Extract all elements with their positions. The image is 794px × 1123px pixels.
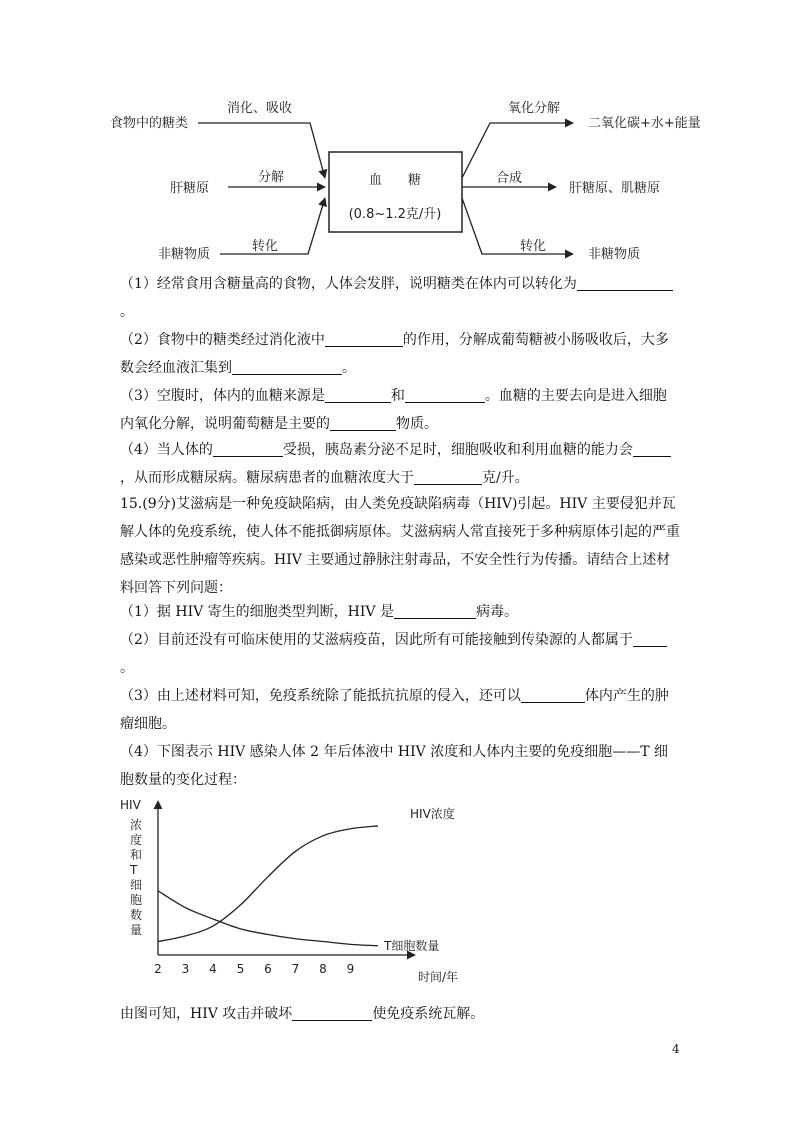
y-axis-label-char: 胞 xyxy=(130,893,143,907)
q14-blank-6[interactable] xyxy=(330,414,396,431)
y-axis-label-char: 度 xyxy=(130,833,143,847)
output-target-energy: 二氧化碳+水+能量 xyxy=(588,116,701,131)
input-process-convert: 转化 xyxy=(252,239,279,254)
q14-blank-4[interactable] xyxy=(325,386,391,403)
output-process-oxidize: 氧化分解 xyxy=(508,101,561,116)
x-tick-label: 9 xyxy=(346,962,355,976)
x-tick-label: 6 xyxy=(264,962,272,976)
center-range: (0.8~1.2克/升) xyxy=(348,207,442,222)
q14-blank-2[interactable] xyxy=(325,330,403,347)
output-target-nonsugar: 非糖物质 xyxy=(588,247,641,262)
q15-part2: （2）目前还没有可临床使用的艾滋病疫苗，因此所有可能接触到传染源的人都属于 。 xyxy=(120,626,680,682)
page-number: 4 xyxy=(672,1042,680,1056)
center-title: 血 糖 xyxy=(368,173,422,188)
y-axis-label-char: 数 xyxy=(130,908,143,922)
q14-blank-5[interactable] xyxy=(405,386,485,403)
q15-part5: 由图可知，HIV 攻击并破坏 使免疫系统瓦解。 xyxy=(120,1006,485,1022)
input-source-non-sugar: 非糖物质 xyxy=(158,247,211,262)
y-axis-label-char: 浓 xyxy=(130,818,143,832)
output-process-synthesize: 合成 xyxy=(496,171,523,186)
output-target-glycogen: 肝糖原、肌糖原 xyxy=(569,181,661,196)
q14-blank-9[interactable] xyxy=(414,468,482,485)
x-tick-label: 4 xyxy=(209,962,217,976)
y-axis-label-chars xyxy=(129,818,142,937)
q14-blank-1[interactable] xyxy=(577,274,673,291)
q15-part3: （3）由上述材料可知，免疫系统除了能抵抗抗原的侵入，还可以 体内产生的肿 瘤细胞。 xyxy=(120,688,669,732)
x-axis-ticks xyxy=(154,962,354,976)
q15-part4: （4）下图表示 HIV 感染人体 2 年后体液中 HIV 浓度和人体内主要的免疫细胞——T 细胞数量的变化过程： xyxy=(120,744,669,788)
hiv-chart-svg xyxy=(110,795,510,995)
y-axis-label-char: 和 xyxy=(130,848,143,862)
q15-blank-2[interactable] xyxy=(633,630,667,647)
y-axis-label-top: HIV xyxy=(120,798,141,812)
hiv-concentration-line xyxy=(158,826,378,942)
x-tick-label: 8 xyxy=(319,962,327,976)
q14-part1: （1）经常食用含糖量高的食物，人体会发胖，说明糖类在体内可以转化为 。 xyxy=(120,270,680,326)
q15-part1: （1）据 HIV 寄生的细胞类型判断，HIV 是 病毒。 xyxy=(120,604,518,620)
blood-sugar-diagram xyxy=(110,90,730,270)
q14-part3: （3）空腹时，体内的血糖来源是 和 。血糖的主要去向是进入细胞 内氧化分解，说明葡萄糖是主要的 物质。 xyxy=(120,388,667,432)
arrow-blood-to-nonsugar xyxy=(462,198,573,254)
q14-blank-3[interactable] xyxy=(232,358,342,375)
x-tick-label: 3 xyxy=(181,962,190,976)
input-process-digest: 消化、吸收 xyxy=(227,101,293,116)
q14-blank-7[interactable] xyxy=(213,440,283,457)
y-axis-label-char: 细 xyxy=(130,878,143,892)
q15-blank-3[interactable] xyxy=(521,686,585,703)
q15-blank-4[interactable] xyxy=(292,1004,372,1021)
input-process-decompose: 分解 xyxy=(258,170,285,185)
q14-blank-8[interactable] xyxy=(633,440,671,457)
t-cell-count-label: T细胞数量 xyxy=(384,938,440,953)
input-source-food-sugar: 食物中的糖类 xyxy=(110,116,189,131)
x-tick-label: 5 xyxy=(236,962,245,976)
blood-sugar-flowchart xyxy=(110,90,730,270)
x-tick-label: 7 xyxy=(291,962,300,976)
output-process-convert: 转化 xyxy=(520,239,547,254)
y-axis-label-char: T xyxy=(130,863,138,877)
input-source-liver-glycogen: 肝糖原 xyxy=(170,181,210,196)
chart-series xyxy=(158,806,455,953)
t-cell-count-line xyxy=(158,891,378,946)
q15-intro: 15.(9分)艾滋病是一种免疫缺陷病，由人类免疫缺陷病毒（HIV)引起。HIV 主要侵犯并瓦解人体的免疫系统，使人体不能抵御病原体。艾滋病病人常直接死于多种病原体引起的严重感染或恶性肿瘤等疾病。HIV 主要通过静脉注射毒品，不安全性行为传播。请结合上述材料回答下列问题： xyxy=(120,496,680,596)
x-axis-label: 时间/年 xyxy=(418,970,459,984)
q14-part2: （2）食物中的糖类经过消化液中 的作用，分解成葡萄糖被小肠吸收后，大多 数会经血液汇集到 。 xyxy=(120,332,669,376)
x-tick-label: 2 xyxy=(154,962,162,976)
hiv-chart xyxy=(110,795,510,995)
q14-part4: （4）当人体的 受损，胰岛素分泌不足时，细胞吸收和利用血糖的能力会 ，从而形成糖尿病。糖尿病患者的血糖浓度大于 克/升。 xyxy=(120,436,680,492)
q15-blank-1[interactable] xyxy=(394,602,476,619)
y-axis-label-char: 量 xyxy=(130,923,143,937)
arrow-blood-to-energy xyxy=(462,123,573,178)
hiv-concentration-label: HIV浓度 xyxy=(410,806,455,821)
